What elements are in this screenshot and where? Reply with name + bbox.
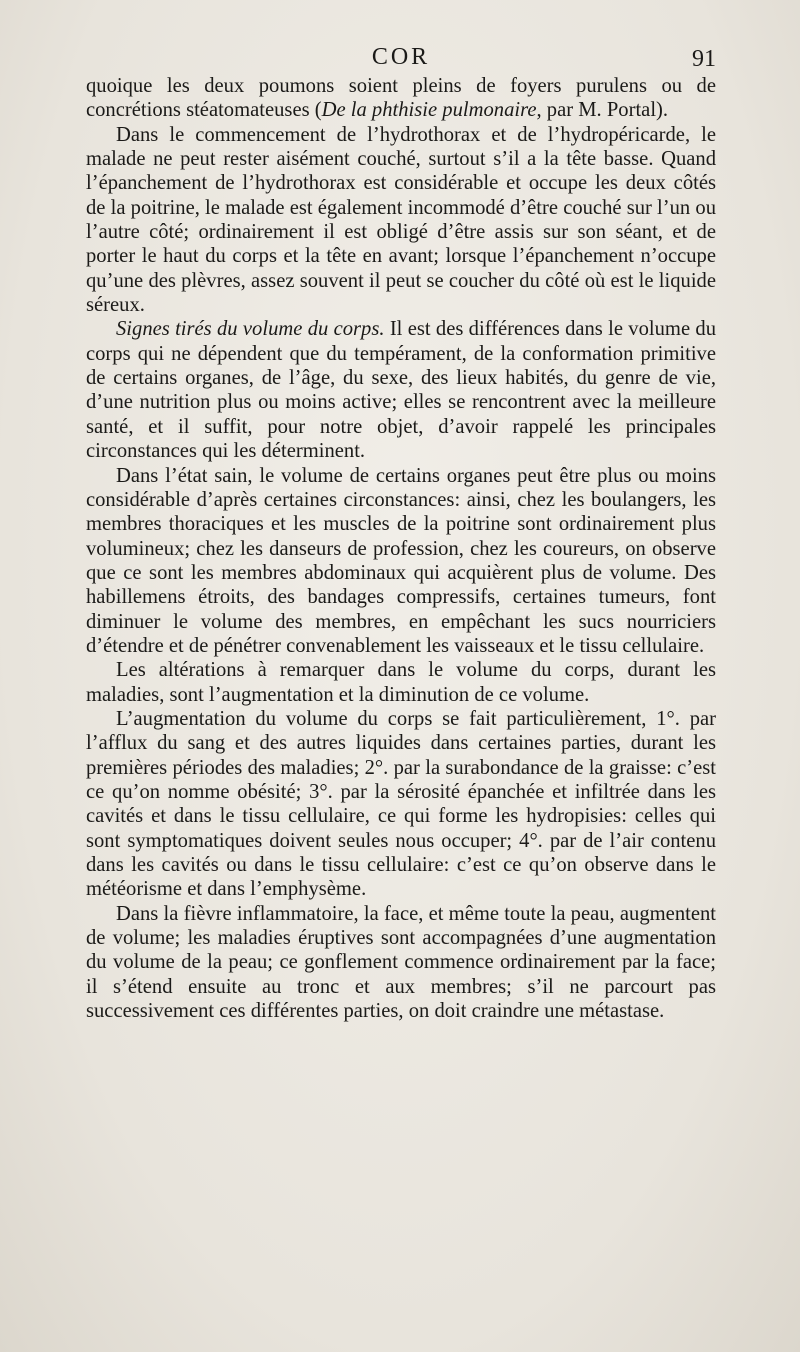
body-text <box>86 74 716 1023</box>
paragraph <box>86 74 716 123</box>
paragraph-text: Dans la fièvre inflammatoire, la face, et même toute la peau, augmentent de volume; les maladies éruptives sont accompagnées d’une augmentation du volume de la peau; ce gonflement commence ordinairement par la face; il s’étend ensuite au tronc et aux membres; s’il ne parcourt pas successivement ces différentes parties, on doit craindre une métastase. <box>86 902 716 1023</box>
paragraph <box>86 658 716 707</box>
paragraph-text: Il est des différences dans le volume du corps qui ne dépendent que du tempérament, de la conformation primitive de certains organes, de l’âge, du sexe, des lieux habités, du genre de vie, d’une nutrition plus ou moins active; elles se rencontrent avec la meilleure santé, et il suffit, pour notre objet, d’avoir rappelé les principales circonstances qui les déterminent. <box>86 318 716 463</box>
running-head: COR <box>371 44 431 70</box>
paragraph-text: Dans le commencement de l’hydrothorax et de l’hydropéricarde, le malade ne peut rester aisément couché, surtout s’il a la tête basse. Quand l’épanchement de l’hydrothorax est considérable et occupe les deux côtés de la poitrine, le malade est également incommodé d’être couché sur l’un ou l’autre côté; ordinairement il est obligé d’être assis sur son séant, et de porter le haut du corps et la tête en avant; lorsque l’épanchement n’occupe qu’une des plèvres, assez souvent il peut se coucher du côté où est le liquide séreux. <box>86 123 716 317</box>
paragraph <box>86 464 716 659</box>
page-number: 91 <box>692 46 716 72</box>
italic-title: De la phthisie pulmonaire <box>321 99 537 122</box>
paragraph <box>86 317 716 463</box>
paragraph-text: quoique les deux poumons soient pleins de foyers purulens ou de concrétions stéatomateuses ( <box>86 75 716 122</box>
paragraph-text: Dans l’état sain, le volume de certains organes peut être plus ou moins considérable d’après certaines circonstances: ainsi, chez les boulangers, les membres thoraciques et les muscles de la poitrine sont ordinairement plus volumineux; chez les danseurs de profession, chez les coureurs, on observe que ce sont les membres abdominaux qui acquièrent plus de volume. Des habillemens étroits, des bandages compressifs, certaines tumeurs, font diminuer le volume des membres, en empêchant les sucs nourriciers d’étendre et de pénétrer convenablement les vaisseaux et le tissu cellulaire. <box>86 464 716 657</box>
paragraph <box>86 123 716 318</box>
paragraph-text: Les altérations à remarquer dans le volume du corps, durant les maladies, sont l’augmentation et la diminution de ce volume. <box>86 659 716 706</box>
paragraph-text: L’augmentation du volume du corps se fait particulièrement, 1°. par l’afflux du sang et des autres liquides dans certaines parties, durant les premières périodes des maladies; 2°. par la surabondance de la graisse: c’est ce qu’on nomme obésité; 3°. par la sérosité épanchée et infiltrée dans les cavités et dans le tissu cellulaire, ce qui forme les hydropisies: celles qui sont symptomatiques doivent seules nous occuper; 4°. par de l’air contenu dans les cavités ou dans le tissu cellulaire: c’est ce qu’on observe dans le météorisme et dans l’emphysème. <box>86 707 716 901</box>
paragraph <box>86 707 716 902</box>
paragraph <box>86 902 716 1024</box>
section-lead: Signes tirés du volume du corps. <box>116 318 385 341</box>
paragraph-text: , par M. Portal). <box>536 99 669 122</box>
